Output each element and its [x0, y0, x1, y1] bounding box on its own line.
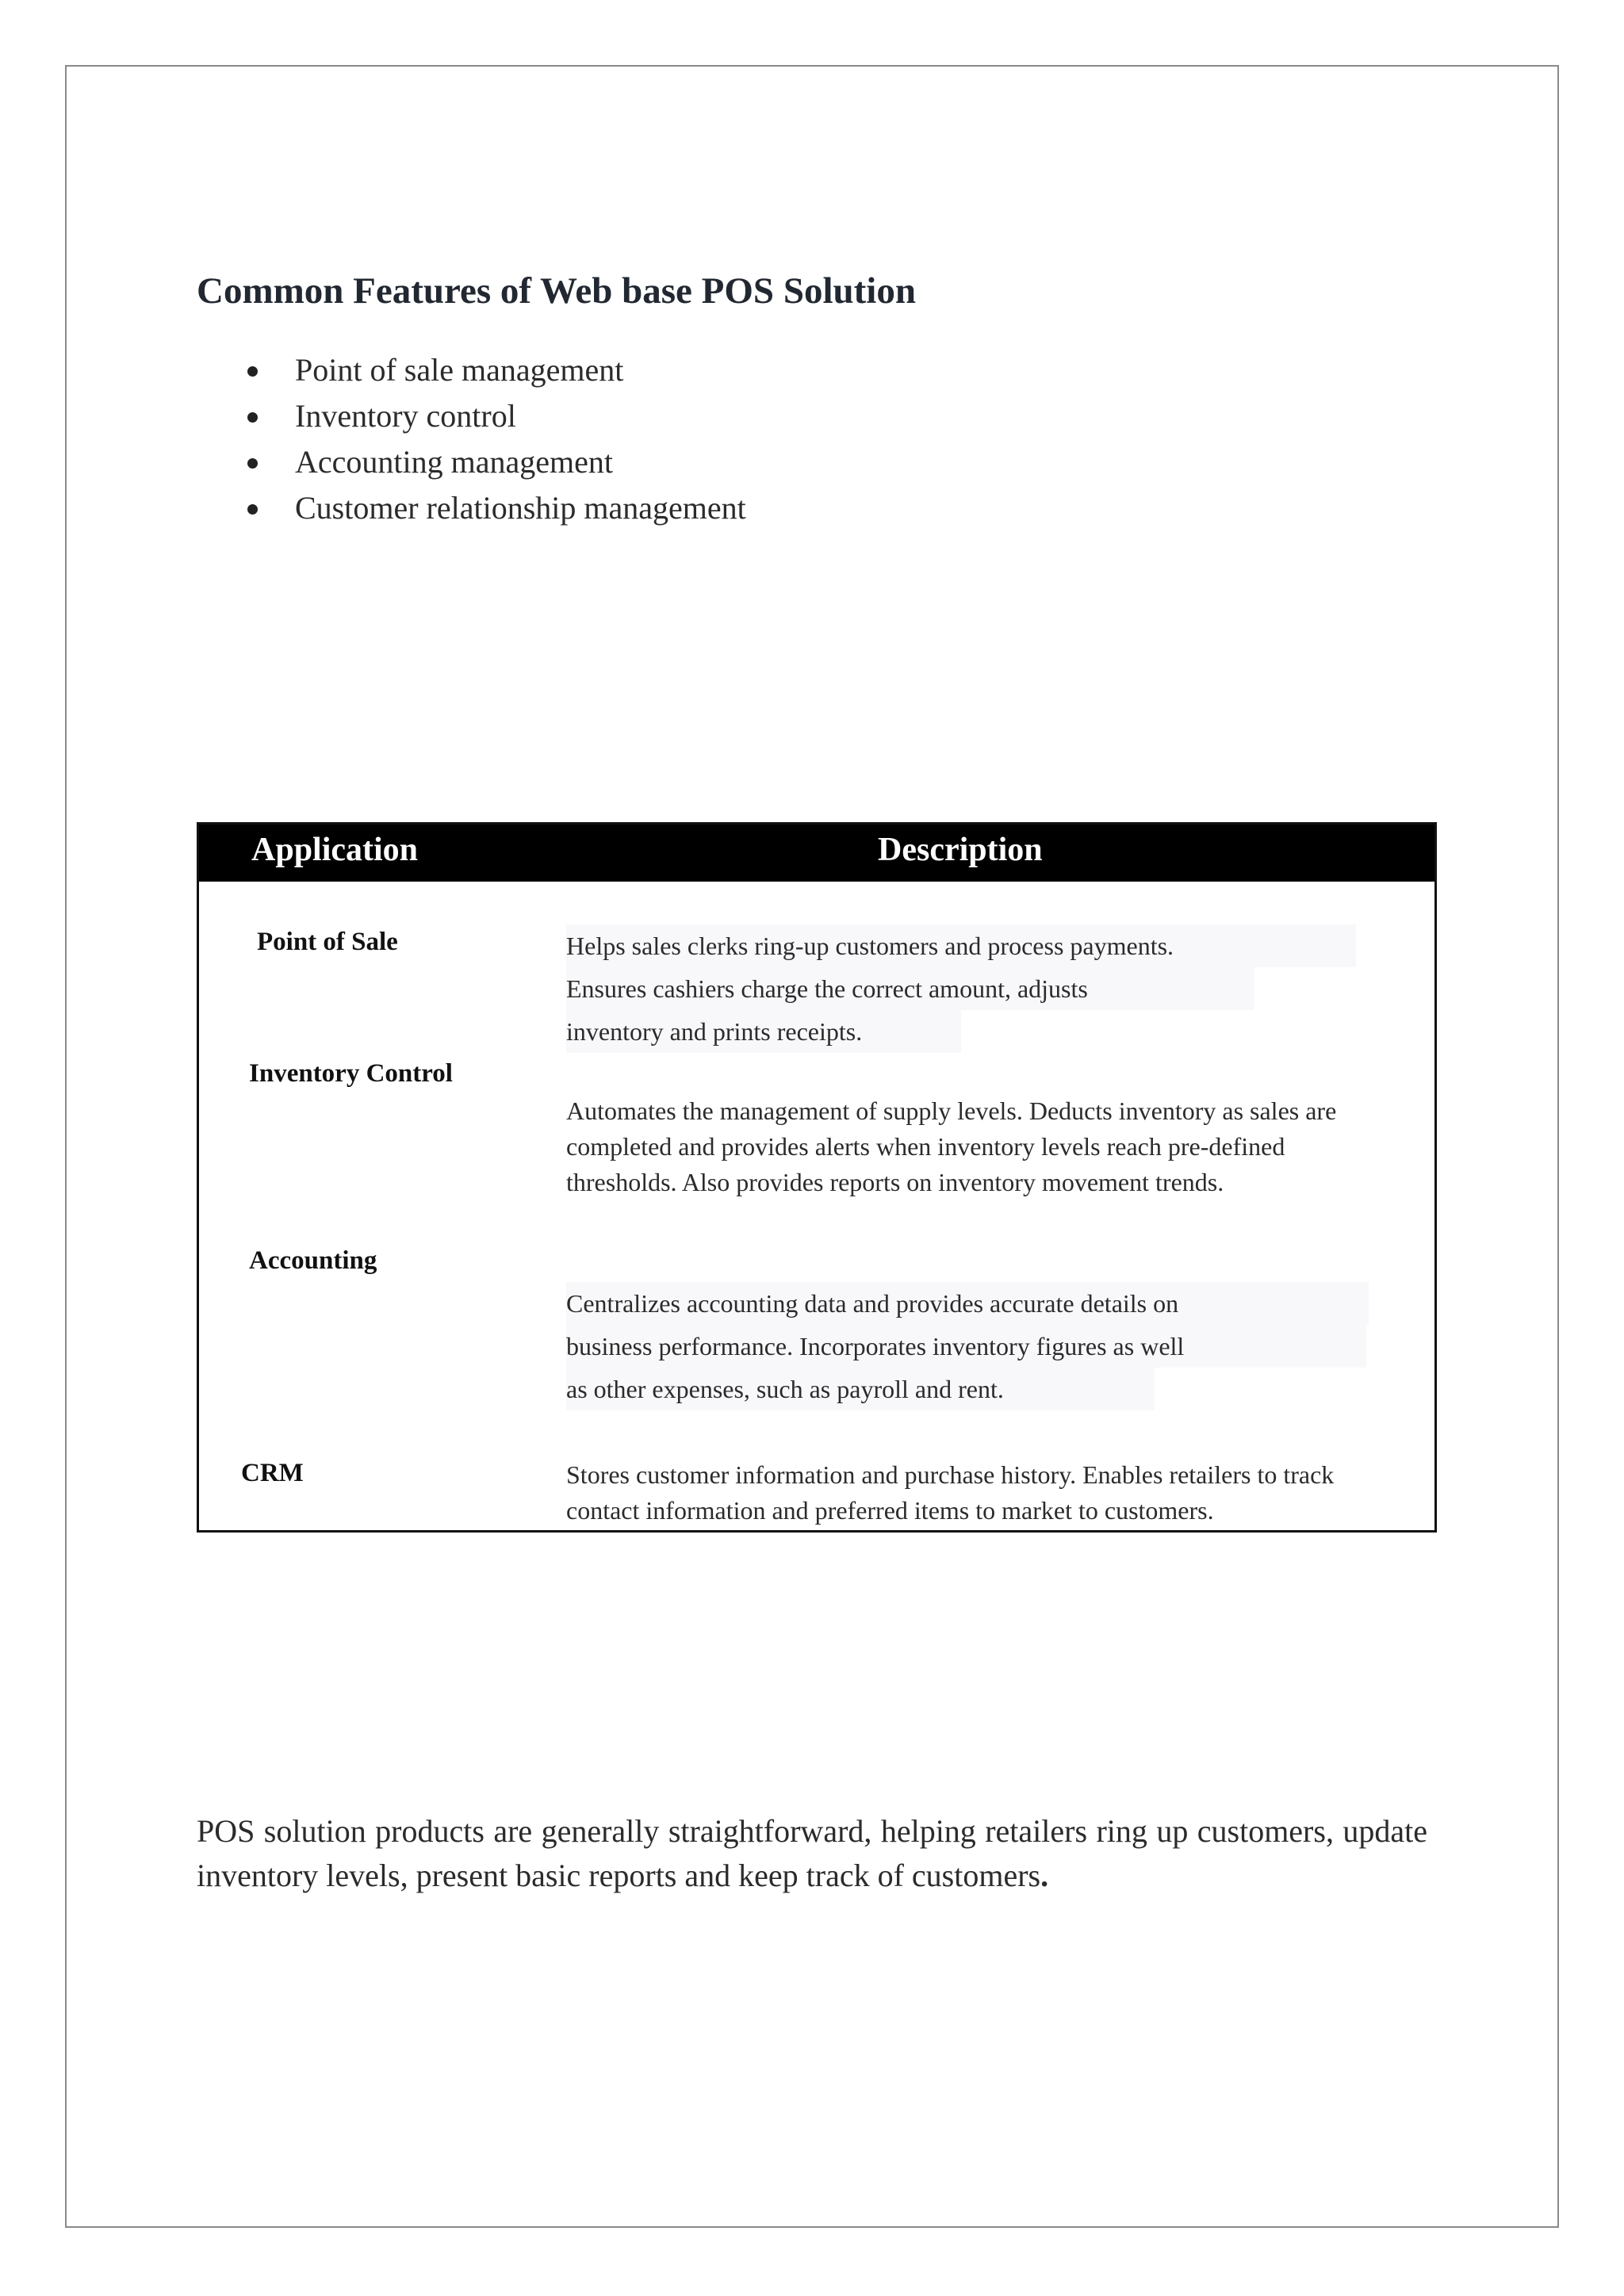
closing-paragraph-end-mark: .: [1040, 1858, 1049, 1893]
list-item: [238, 347, 746, 393]
row-application-inventory-control: Inventory Control: [249, 1059, 453, 1088]
description-line: inventory and prints receipts.: [566, 1010, 961, 1053]
description-line: Stores customer information and purchase history. Enables retailers to track: [566, 1460, 1335, 1489]
list-item-text: Accounting management: [295, 444, 613, 480]
description-line: completed and provides alerts when inventory levels reach pre-defined: [566, 1132, 1285, 1161]
bullet-icon: [247, 412, 258, 423]
applications-table: [197, 822, 1437, 1533]
closing-paragraph-text: POS solution products are generally straightforward, helping retailers ring up customers, update inventory levels, present basic reports and keep track of customers: [197, 1813, 1427, 1893]
row-description-inventory-control: [566, 1093, 1336, 1200]
description-line: as other expenses, such as payroll and rent.: [566, 1368, 1155, 1410]
row-description-crm: [566, 1457, 1334, 1529]
section-heading: Common Features of Web base POS Solution: [197, 270, 916, 312]
row-application-crm: CRM: [241, 1459, 304, 1487]
list-item-text: Inventory control: [295, 398, 516, 434]
description-line: Ensures cashiers charge the correct amount, adjusts: [566, 967, 1254, 1010]
list-item: [238, 485, 746, 531]
description-line: business performance. Incorporates inventory figures as well: [566, 1325, 1366, 1368]
list-item-text: Point of sale management: [295, 352, 624, 388]
row-description-point-of-sale: [566, 924, 1356, 1053]
description-line: Automates the management of supply levels. Deducts inventory as sales are: [566, 1096, 1337, 1125]
row-application-accounting: Accounting: [249, 1246, 377, 1275]
bullet-icon: [247, 458, 258, 469]
list-item-text: Customer relationship management: [295, 490, 746, 526]
features-list: [238, 347, 746, 531]
list-item: [238, 393, 746, 439]
bullet-icon: [247, 366, 258, 377]
description-line: Helps sales clerks ring-up customers and process payments.: [566, 924, 1356, 967]
description-line: contact information and preferred items to market to customers.: [566, 1496, 1214, 1525]
column-header-application: Application: [251, 832, 419, 868]
closing-paragraph: [197, 1809, 1427, 1898]
bullet-icon: [247, 504, 258, 515]
row-description-accounting: [566, 1282, 1369, 1410]
description-line: Centralizes accounting data and provides accurate details on: [566, 1282, 1369, 1325]
description-line: thresholds. Also provides reports on inventory movement trends.: [566, 1168, 1224, 1196]
list-item: [238, 439, 746, 485]
column-header-description: Description: [878, 832, 1043, 868]
row-application-point-of-sale: Point of Sale: [257, 928, 398, 956]
table-header: [199, 825, 1434, 882]
